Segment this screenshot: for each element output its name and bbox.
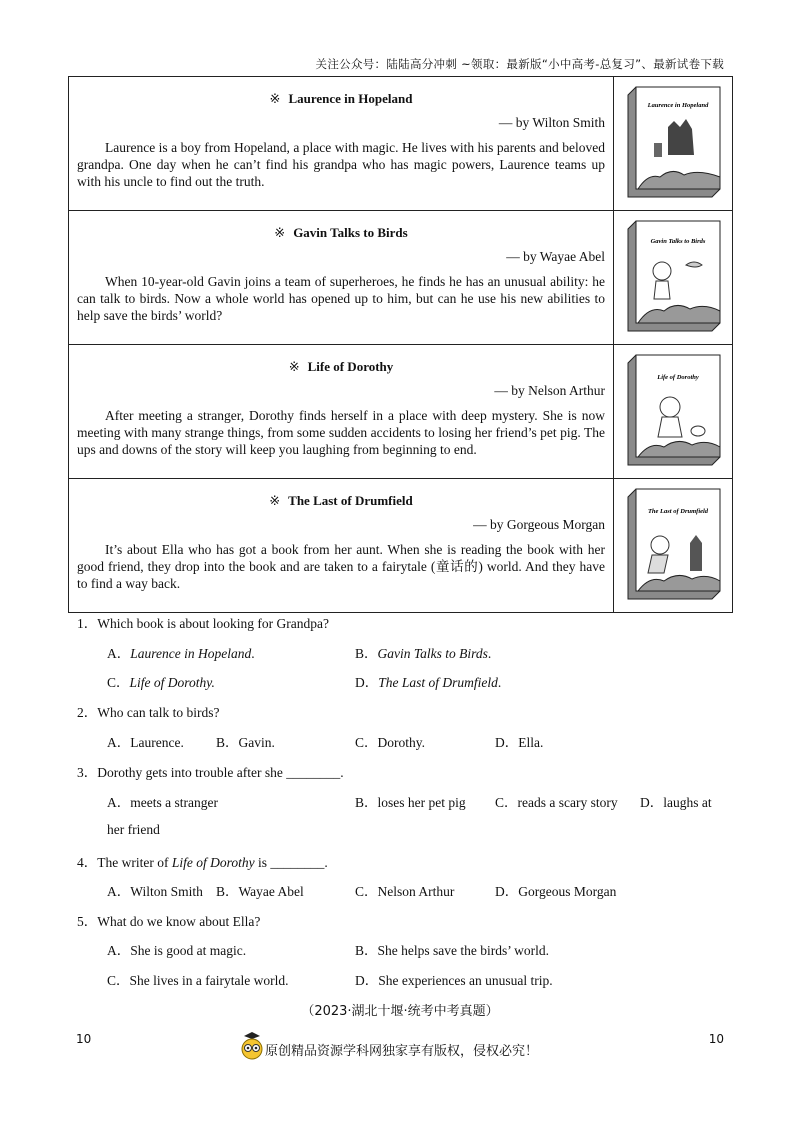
book-row: [69, 77, 733, 211]
option-b[interactable]: B．She helps save the birds’ world.: [355, 943, 549, 958]
option-b[interactable]: B．Wayae Abel: [216, 884, 304, 899]
reference-mark: ※: [269, 493, 281, 508]
option-d[interactable]: D．laughs at: [640, 795, 712, 810]
question-1: 1．Which book is about looking for Grandpa?: [77, 616, 329, 631]
book-cover-cell: [614, 479, 733, 613]
page-number-right: 10: [708, 1032, 724, 1046]
option-a[interactable]: A．Laurence in Hopeland.: [107, 646, 255, 661]
option-b[interactable]: B．Gavin.: [216, 735, 275, 750]
cover-title: Life of Dorothy: [657, 374, 699, 381]
book-cover-cell: [614, 211, 733, 345]
question-4: 4．The writer of Life of Dorothy is ________.: [77, 855, 328, 870]
cover-title: Gavin Talks to Birds: [650, 238, 706, 245]
book-info: [69, 211, 614, 345]
option-c[interactable]: C．Nelson Arthur: [355, 884, 455, 899]
book-title: Life of Dorothy: [307, 359, 394, 374]
book-row: [69, 345, 733, 479]
book-cover-image: [624, 353, 722, 469]
option-c[interactable]: C．Life of Dorothy.: [107, 675, 215, 690]
owl-logo-icon: [238, 1030, 266, 1060]
option-a[interactable]: A．Wilton Smith: [107, 884, 203, 899]
book-row: [69, 479, 733, 613]
book-cover-image: [624, 219, 722, 335]
book-cover-cell: [614, 345, 733, 479]
book-info: [69, 479, 614, 613]
page-header: 关注公众号：陆陆高分冲刺 ~领取：最新版“小中高考-总复习”、最新试卷下载: [315, 57, 724, 71]
option-c[interactable]: C．reads a scary story: [495, 795, 618, 810]
question-3: 3．Dorothy gets into trouble after she ________.: [77, 765, 344, 780]
cover-title: Laurence in Hopeland: [647, 102, 709, 109]
book-description: When 10-year-old Gavin joins a team of superheroes, he finds he has an unusual ability: he can talk to birds. Now a whole world has opened up to him, but can he use his new abilities to help save the birds’ world?: [77, 274, 605, 323]
book-description: Laurence is a boy from Hopeland, a place with magic. He lives with his parents and beloved grandpa. One day when he can’t find his grandpa who has magic powers, Laurence teams up with his uncle to find out the truth.: [77, 140, 605, 189]
book-table: [68, 76, 733, 613]
book-title: The Last of Drumfield: [288, 493, 413, 508]
cover-title: The Last of Drumfield: [647, 508, 709, 515]
reference-mark: ※: [269, 91, 281, 106]
book-title: Gavin Talks to Birds: [293, 225, 408, 240]
book-title: Laurence in Hopeland: [288, 91, 413, 106]
book-cover-image: [624, 85, 722, 201]
option-b[interactable]: B．loses her pet pig: [355, 795, 466, 810]
option-d[interactable]: D．Ella.: [495, 735, 544, 750]
book-author: — by Nelson Arthur: [494, 383, 605, 398]
copyright-footer: 原创精品资源学科网独家享有版权，侵权必究！: [265, 1044, 539, 1059]
option-a[interactable]: A．Laurence.: [107, 735, 184, 750]
option-d[interactable]: D．Gorgeous Morgan: [495, 884, 617, 899]
book-description: After meeting a stranger, Dorothy finds herself in a place with deep mystery. She is now meeting with many strange things, from some sudden accidents to losing her friend’s pet pig. The ups and downs of the story will keep you laughing from beginning to end.: [77, 408, 605, 457]
book-info: [69, 345, 614, 479]
book-author: — by Wilton Smith: [498, 115, 605, 130]
reference-mark: ※: [288, 359, 300, 374]
option-d[interactable]: D．She experiences an unusual trip.: [355, 973, 553, 988]
source-citation: （2023·湖北十堰·统考中考真题）: [301, 1004, 499, 1019]
book-author: — by Gorgeous Morgan: [473, 517, 605, 532]
book-author: — by Wayae Abel: [506, 249, 605, 264]
book-info: [69, 77, 614, 211]
option-d-continued: her friend: [107, 822, 160, 837]
option-a[interactable]: A．meets a stranger: [107, 795, 218, 810]
option-d[interactable]: D．The Last of Drumfield.: [355, 675, 502, 690]
book-description: It’s about Ella who has got a book from her aunt. When she is reading the book with her good friend, they drop into the book and are taken to a fairytale (童话的) world. And they have to find a way back.: [77, 542, 605, 591]
book-row: [69, 211, 733, 345]
option-a[interactable]: A．She is good at magic.: [107, 943, 247, 958]
option-c[interactable]: C．Dorothy.: [355, 735, 425, 750]
question-2: 2．Who can talk to birds?: [77, 705, 220, 720]
option-b[interactable]: B．Gavin Talks to Birds.: [355, 646, 492, 661]
question-5: 5．What do we know about Ella?: [77, 914, 261, 929]
page-number-left: 10: [76, 1032, 92, 1046]
book-cover-image: [624, 487, 722, 603]
book-cover-cell: [614, 77, 733, 211]
option-c[interactable]: C．She lives in a fairytale world.: [107, 973, 289, 988]
reference-mark: ※: [274, 225, 286, 240]
